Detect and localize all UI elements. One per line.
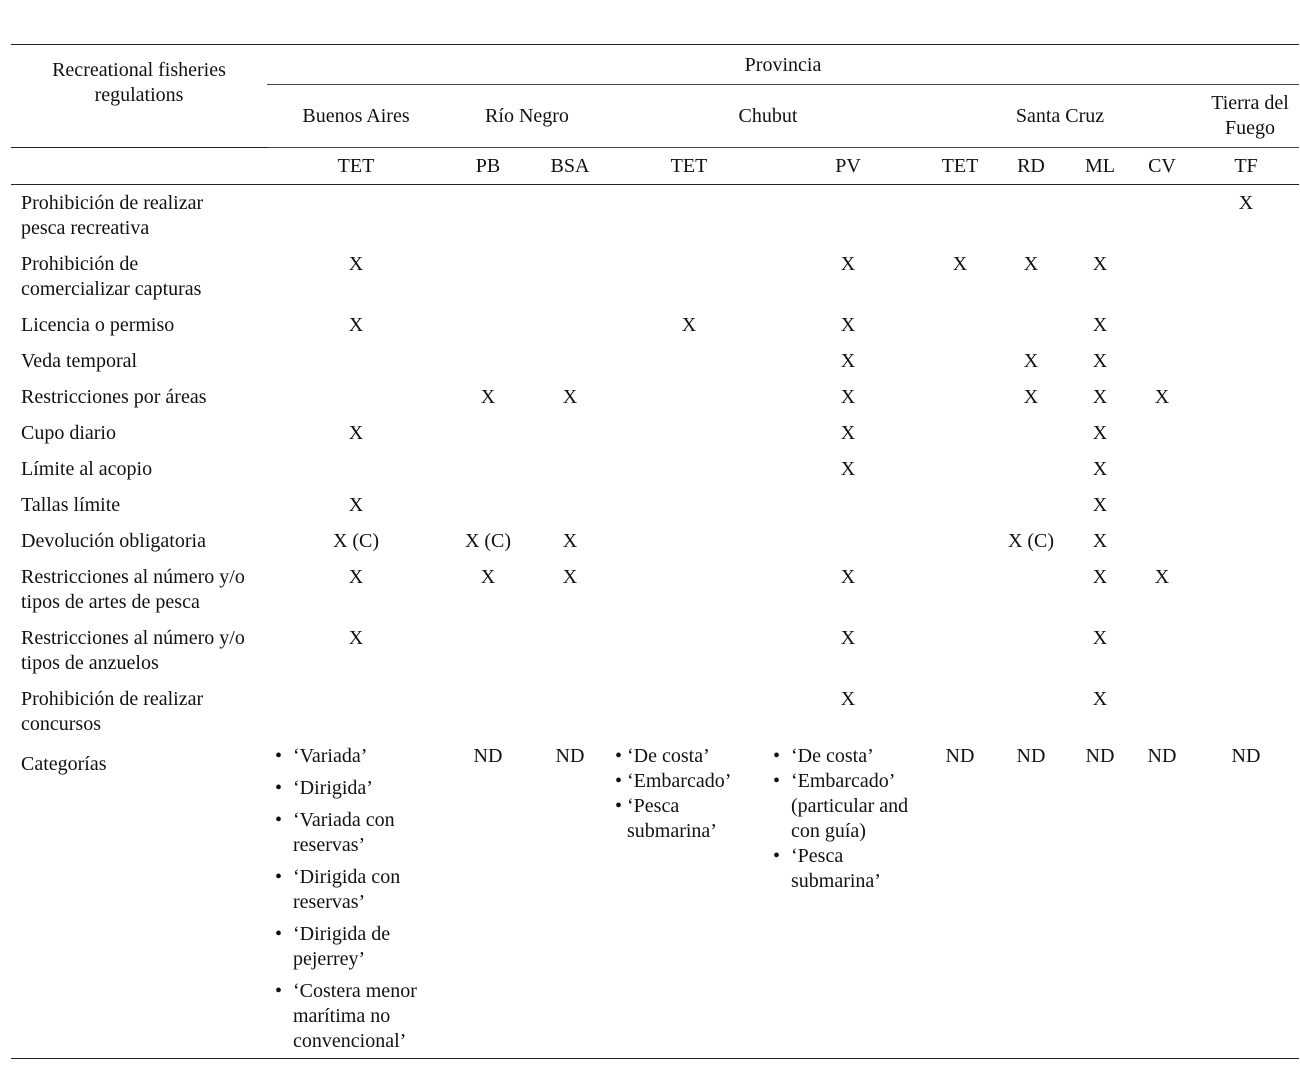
table-cell [927, 379, 993, 415]
table-cell [445, 487, 531, 523]
table-cell [927, 487, 993, 523]
table-cell: X [840, 626, 856, 649]
table-cell: X [952, 252, 968, 275]
table-cell [769, 523, 927, 559]
table-cell [267, 681, 445, 742]
categories-ba-tet [267, 742, 445, 1059]
category-item: • ‘Embarcado’ [615, 769, 769, 794]
site-header: CV [1131, 148, 1193, 185]
table-cell [531, 487, 609, 523]
category-item: • ‘Costera menor marítima no convencional’ [271, 979, 445, 1054]
table-cell [445, 185, 531, 246]
table-cell [609, 681, 769, 742]
table-cell: X [840, 252, 856, 275]
table-cell [445, 620, 531, 681]
table-cell [927, 307, 993, 343]
table-cell [531, 620, 609, 681]
province-chubut: Chubut [738, 104, 798, 127]
table-cell [267, 185, 445, 246]
table-cell [769, 487, 927, 523]
table-cell: X (C) [464, 529, 512, 552]
row-label: Prohibición de comercializar capturas [21, 252, 202, 300]
regulations-body [11, 185, 1299, 1059]
categories-list [769, 744, 927, 894]
site-header: PV [769, 148, 927, 185]
table-row [11, 415, 1299, 451]
table-cell [993, 559, 1069, 620]
table-cell: X [480, 385, 496, 408]
table-cell: X [1092, 687, 1108, 710]
table-cell: X [480, 565, 496, 588]
table-cell: X [840, 687, 856, 710]
site-header-spacer [11, 148, 267, 185]
table-cell: X [840, 349, 856, 372]
regulations-table [11, 44, 1299, 1059]
table-cell [1131, 307, 1193, 343]
table-cell [609, 415, 769, 451]
row-label: Licencia o permiso [21, 313, 175, 336]
table-cell [1131, 343, 1193, 379]
table-cell [609, 379, 769, 415]
table-cell [927, 185, 993, 246]
table-cell: X [348, 252, 364, 275]
category-item: • ‘Variada’ [271, 744, 445, 769]
table-cell [1131, 487, 1193, 523]
table-cell [1131, 681, 1193, 742]
categories-list [609, 744, 769, 844]
table-cell [609, 451, 769, 487]
table-cell: X [348, 565, 364, 588]
table-cell [609, 559, 769, 620]
table-cell [993, 185, 1069, 246]
table-cell: X (C) [1007, 529, 1055, 552]
table-cell: X [840, 421, 856, 444]
table-cell: X [840, 385, 856, 408]
row-label: Restricciones al número y/o tipos de anzuelos [21, 626, 245, 674]
table-cell: X [348, 313, 364, 336]
table-cell: X [1023, 252, 1039, 275]
table-cell [1193, 451, 1299, 487]
site-header: RD [993, 148, 1069, 185]
table-cell: X [562, 529, 578, 552]
table-row [11, 343, 1299, 379]
row-label: Cupo diario [21, 421, 116, 444]
regulations-table-container [11, 44, 1299, 1059]
row-label: Prohibición de realizar pesca recreativa [21, 192, 204, 239]
category-item: • ‘Pesca submarina’ [615, 794, 769, 844]
site-header: TF [1193, 148, 1299, 185]
table-cell: X [1092, 313, 1108, 336]
table-cell [609, 246, 769, 307]
table-cell [445, 343, 531, 379]
table-cell [531, 343, 609, 379]
category-item: • ‘De costa’ [615, 744, 769, 769]
site-header: TET [609, 148, 769, 185]
table-cell [993, 451, 1069, 487]
table-cell: X [681, 313, 697, 336]
site-header: ML [1069, 148, 1131, 185]
table-row [11, 559, 1299, 620]
table-cell [445, 415, 531, 451]
category-item: • ‘De costa’ [769, 744, 927, 769]
table-cell [1131, 246, 1193, 307]
category-item: • ‘Variada con reservas’ [271, 808, 445, 858]
table-cell [1193, 307, 1299, 343]
table-cell [445, 681, 531, 742]
category-item: • ‘Pesca submarina’ [769, 844, 927, 894]
categories-sc-cv: ND [1131, 742, 1193, 1059]
table-row [11, 246, 1299, 307]
table-cell [769, 185, 927, 246]
province-buenos-aires: Buenos Aires [302, 104, 410, 127]
table-cell [927, 343, 993, 379]
table-row [11, 379, 1299, 415]
table-cell [531, 185, 609, 246]
table-cell: X [1023, 349, 1039, 372]
table-cell [445, 307, 531, 343]
table-cell [609, 620, 769, 681]
table-cell [1131, 451, 1193, 487]
row-label: Prohibición de realizar concursos [21, 687, 204, 735]
table-row [11, 185, 1299, 246]
categories-row [11, 742, 1299, 1059]
table-cell [267, 451, 445, 487]
table-cell: X (C) [332, 529, 380, 552]
categories-rn-pb: ND [445, 742, 531, 1059]
table-row [11, 620, 1299, 681]
provincia-header: Provincia [267, 45, 1299, 85]
table-cell [1193, 343, 1299, 379]
row-label: Categorías [11, 742, 267, 1059]
table-cell [1193, 559, 1299, 620]
table-cell [1131, 620, 1193, 681]
table-cell: X [840, 457, 856, 480]
table-cell [927, 620, 993, 681]
table-cell: X [348, 626, 364, 649]
category-item: • ‘Embarcado’ (particular and con guía) [769, 769, 927, 844]
table-cell [927, 681, 993, 742]
row-label: Límite al acopio [21, 457, 153, 480]
table-row [11, 451, 1299, 487]
table-cell [609, 523, 769, 559]
table-cell: X [1238, 192, 1254, 214]
table-cell [927, 523, 993, 559]
table-cell [267, 343, 445, 379]
category-item: • ‘Dirigida’ [271, 776, 445, 801]
table-cell: X [1092, 565, 1108, 588]
province-tierra-del-fuego: Tierra del Fuego [1211, 92, 1289, 139]
table-cell [445, 246, 531, 307]
table-row [11, 307, 1299, 343]
table-cell [993, 307, 1069, 343]
table-cell: X [1092, 349, 1108, 372]
categories-ch-pv [769, 742, 927, 1059]
table-cell: X [562, 565, 578, 588]
table-cell: X [1154, 565, 1170, 588]
table-cell: X [1092, 493, 1108, 516]
categories-ch-tet [609, 742, 769, 1059]
table-cell [993, 620, 1069, 681]
table-cell [267, 379, 445, 415]
table-cell [1193, 620, 1299, 681]
table-cell: X [840, 565, 856, 588]
row-label: Veda temporal [21, 349, 138, 372]
table-cell [927, 559, 993, 620]
province-rio-negro: Río Negro [485, 104, 569, 127]
categories-sc-ml: ND [1069, 742, 1131, 1059]
table-cell [531, 681, 609, 742]
category-item: • ‘Dirigida de pejerrey’ [271, 922, 445, 972]
row-label: Restricciones al número y/o tipos de artes de pesca [21, 565, 245, 613]
categories-list [271, 744, 445, 1054]
table-cell [927, 451, 993, 487]
categories-sc-tet: ND [927, 742, 993, 1059]
table-row [11, 487, 1299, 523]
table-cell: X [348, 493, 364, 516]
table-cell: X [1092, 385, 1108, 408]
table-cell [609, 487, 769, 523]
category-item: • ‘Dirigida con reservas’ [271, 865, 445, 915]
table-cell [1193, 681, 1299, 742]
site-header: BSA [531, 148, 609, 185]
table-cell: X [348, 421, 364, 444]
corner-header: Recreational fisheries regulations [11, 45, 267, 148]
table-row [11, 681, 1299, 742]
row-label: Tallas límite [21, 493, 121, 516]
table-cell [1131, 185, 1193, 246]
table-cell [531, 415, 609, 451]
table-cell: X [840, 313, 856, 336]
site-header: TET [267, 148, 445, 185]
site-header: PB [445, 148, 531, 185]
table-cell [531, 307, 609, 343]
table-cell: X [1092, 626, 1108, 649]
table-cell [1193, 487, 1299, 523]
table-cell [927, 415, 993, 451]
categories-sc-rd: ND [993, 742, 1069, 1059]
table-cell [993, 415, 1069, 451]
table-cell [609, 185, 769, 246]
table-cell: X [1023, 385, 1039, 408]
table-cell [531, 246, 609, 307]
table-cell [1193, 415, 1299, 451]
table-cell [1069, 185, 1131, 246]
province-santa-cruz: Santa Cruz [1015, 104, 1105, 127]
table-cell [993, 681, 1069, 742]
table-cell [993, 487, 1069, 523]
table-cell [1131, 523, 1193, 559]
categories-tf-tf: ND [1193, 742, 1299, 1059]
table-cell: X [1092, 457, 1108, 480]
table-cell: X [1092, 529, 1108, 552]
table-cell [609, 343, 769, 379]
table-cell [531, 451, 609, 487]
table-cell: X [1154, 385, 1170, 408]
table-cell [1131, 415, 1193, 451]
table-cell [1193, 379, 1299, 415]
site-header: TET [927, 148, 993, 185]
row-label: Devolución obligatoria [21, 529, 206, 552]
table-row [11, 523, 1299, 559]
table-cell: X [1092, 252, 1108, 275]
table-cell: X [562, 385, 578, 408]
table-cell [1193, 523, 1299, 559]
row-label: Restricciones por áreas [21, 385, 207, 408]
table-cell: X [1092, 421, 1108, 444]
table-cell [445, 451, 531, 487]
table-cell [1193, 246, 1299, 307]
categories-rn-bsa: ND [531, 742, 609, 1059]
